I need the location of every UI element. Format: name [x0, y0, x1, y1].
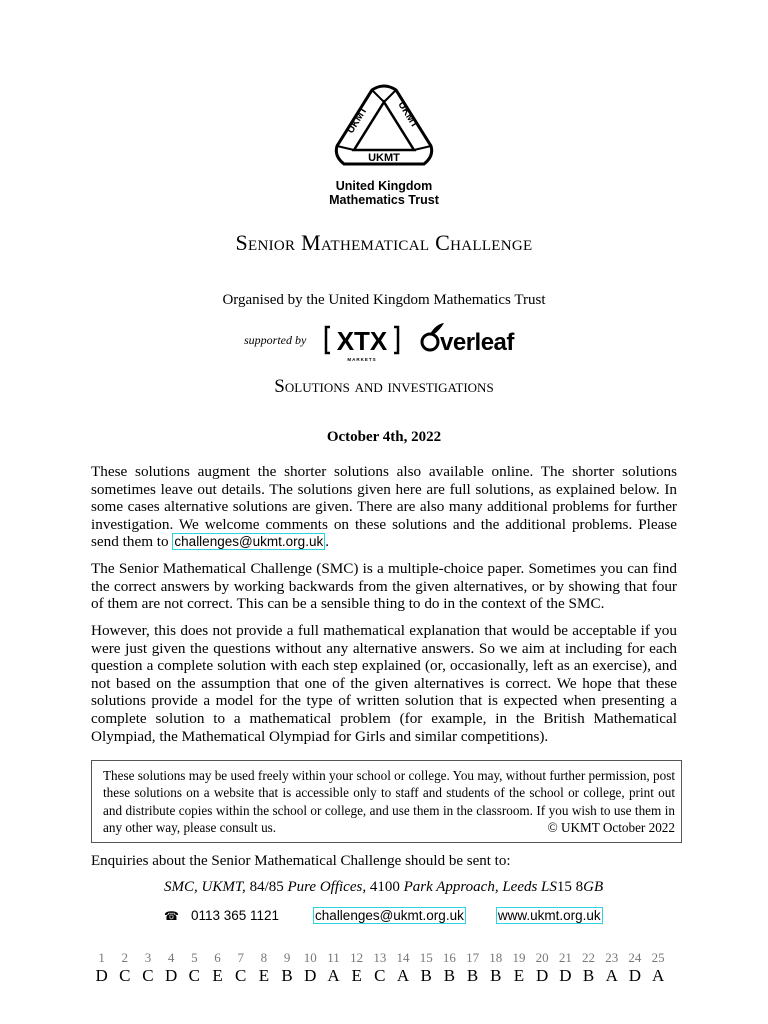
- answer-column: [461, 950, 484, 986]
- question-number: 19: [512, 950, 526, 965]
- answer-column: [183, 950, 206, 986]
- page-subtitle: Solutions and investigations: [274, 376, 494, 397]
- address: SMC, UKMT, 84/85 Pure Offices, 4100 Park Approach, Leeds LS15 8GB: [164, 879, 604, 895]
- answer-column: [577, 950, 600, 986]
- question-number: 3: [144, 950, 152, 965]
- contact-email-link[interactable]: challenges@ukmt.org.uk: [315, 908, 464, 923]
- contact-row: [164, 907, 603, 924]
- answer-letter: E: [258, 966, 270, 985]
- question-number: 13: [373, 950, 387, 965]
- question-number: 6: [214, 950, 221, 965]
- logo-text-left: UKMT: [345, 105, 370, 136]
- page-title: Senior Mathematical Challenge: [235, 230, 533, 255]
- xtx-markets-text: MARKETS: [347, 357, 377, 362]
- answer-column: [507, 950, 530, 986]
- supported-by-label: supported by: [244, 333, 307, 347]
- question-number: 7: [237, 950, 244, 965]
- answer-column: [647, 950, 670, 986]
- answer-key: [90, 950, 670, 986]
- answer-column: [322, 950, 345, 986]
- question-number: 12: [350, 950, 364, 965]
- answer-column: [623, 950, 646, 986]
- answer-letter: E: [513, 966, 525, 985]
- answer-letter: A: [605, 966, 618, 985]
- date: October 4th, 2022: [326, 429, 442, 445]
- answer-letter: D: [628, 966, 642, 985]
- question-number: 23: [605, 950, 619, 965]
- question-number: 18: [489, 950, 503, 965]
- org-name-line1: United Kingdom: [335, 179, 433, 193]
- permission-box: These solutions may be used freely within your school or college. You may, without further permission, post these solutions on a website that is accessible only to staff and students of the school or college, print out and distribute copies within the school or college, and use them in the classroom. If you wish to use them in any other way, please consult us. © UKMT October 2022: [91, 760, 682, 843]
- email-link[interactable]: challenges@ukmt.org.uk: [174, 534, 324, 550]
- answer-column: [299, 950, 322, 986]
- intro-paragraph: These solutions augment the shorter solutions also available online. The shorter solutions sometimes leave out details. The solutions given here are full solutions, as explained below. In some cases alternative solutions are given. There are also many additional problems for further investigation. We welcome comments on these solutions and the additional problems. Please send them to challenges@ukmt.org.uk .: [91, 463, 677, 551]
- answer-letter: C: [142, 966, 154, 985]
- answer-column: [252, 950, 275, 986]
- answer-letter: D: [559, 966, 572, 985]
- answer-column: [90, 950, 113, 986]
- website-link[interactable]: www.ukmt.org.uk: [497, 908, 601, 923]
- answer-column: [368, 950, 391, 986]
- question-number: 2: [121, 950, 129, 965]
- answer-column: [391, 950, 414, 986]
- question-number: 21: [558, 950, 572, 965]
- question-number: 16: [442, 950, 456, 965]
- answer-column: [276, 950, 299, 986]
- answer-column: [136, 950, 159, 986]
- question-number: 9: [283, 950, 291, 965]
- question-number: 22: [582, 950, 596, 965]
- answer-letter: A: [396, 966, 410, 985]
- question-number: 17: [466, 950, 480, 965]
- answer-column: [206, 950, 229, 986]
- question-number: 25: [651, 950, 665, 965]
- enquiries-line: Enquiries about the Senior Mathematical Challenge should be sent to:: [91, 853, 511, 869]
- answer-column: [113, 950, 136, 986]
- question-number: 15: [419, 950, 433, 965]
- question-number: 4: [167, 950, 175, 965]
- answer-letter: C: [119, 966, 131, 985]
- ukmt-logo: [334, 84, 434, 174]
- answer-letter: D: [95, 966, 108, 985]
- question-number: 11: [327, 950, 340, 965]
- answer-letter: A: [651, 966, 665, 985]
- copyright: © UKMT October 2022: [547, 819, 675, 835]
- answer-letter: A: [327, 966, 340, 985]
- answer-letter: B: [281, 966, 293, 985]
- overleaf-text: verleaf: [440, 329, 514, 355]
- answer-letter: B: [443, 966, 456, 985]
- answer-letter: B: [466, 966, 479, 985]
- logo-text-right: UKMT: [395, 99, 421, 131]
- question-number: 1: [98, 950, 105, 965]
- answer-letter: D: [165, 966, 178, 985]
- answer-letter: B: [490, 966, 502, 985]
- question-number: 14: [396, 950, 410, 965]
- overleaf-logo: [420, 321, 526, 355]
- answer-letter: E: [212, 966, 223, 985]
- organised-by: Organised by the United Kingdom Mathematics Trust: [222, 292, 546, 308]
- question-number: 5: [191, 950, 198, 965]
- smc-paragraph: The Senior Mathematical Challenge (SMC) is a multiple-choice paper. Sometimes you can find the correct answers by working backwards from the given alternatives, or by showing that four of them are not correct. This can be a sensible thing to do in the context of the SMC.: [91, 560, 677, 613]
- answer-column: [531, 950, 554, 986]
- answer-letter: D: [536, 966, 549, 985]
- answer-letter: C: [235, 966, 247, 985]
- phone-number: 0113 365 1121: [190, 908, 280, 923]
- answer-column: [415, 950, 438, 986]
- phone-icon: ☎: [164, 908, 179, 923]
- xtx-markets-logo: [324, 321, 400, 363]
- question-number: 8: [260, 950, 268, 965]
- answer-letter: C: [374, 966, 386, 985]
- answer-letter: B: [420, 966, 432, 985]
- answer-column: [345, 950, 368, 986]
- answer-column: [160, 950, 183, 986]
- answer-column: [484, 950, 507, 986]
- xtx-text: XTX: [336, 326, 388, 356]
- question-number: 24: [628, 950, 642, 965]
- explanation-paragraph: However, this does not provide a full mathematical explanation that would be acceptable if you were just given the questions without any alternative answers. So we aim at including for each question a complete solution with each step explained (or, occasionally, left as an exercise), and not based on the assumption that one of the given alternatives is correct. We hope that these solutions provide a model for the type of written solution that is expected when presenting a complete solution to a mathematical problem (for example, in the British Mathematical Olympiad, the Mathematical Olympiad for Girls and similar competitions).: [91, 622, 677, 745]
- logo-text-bottom: UKMT: [368, 152, 400, 164]
- org-name-line2: Mathematics Trust: [329, 193, 439, 207]
- answer-column: [229, 950, 252, 986]
- answer-letter: E: [351, 966, 362, 985]
- answer-letter: C: [188, 966, 201, 985]
- answer-letter: B: [582, 966, 595, 985]
- answer-column: [554, 950, 577, 986]
- answer-column: [438, 950, 461, 986]
- answer-letter: D: [304, 966, 317, 985]
- question-number: 10: [303, 950, 317, 965]
- answer-column: [600, 950, 623, 986]
- question-number: 20: [535, 950, 549, 965]
